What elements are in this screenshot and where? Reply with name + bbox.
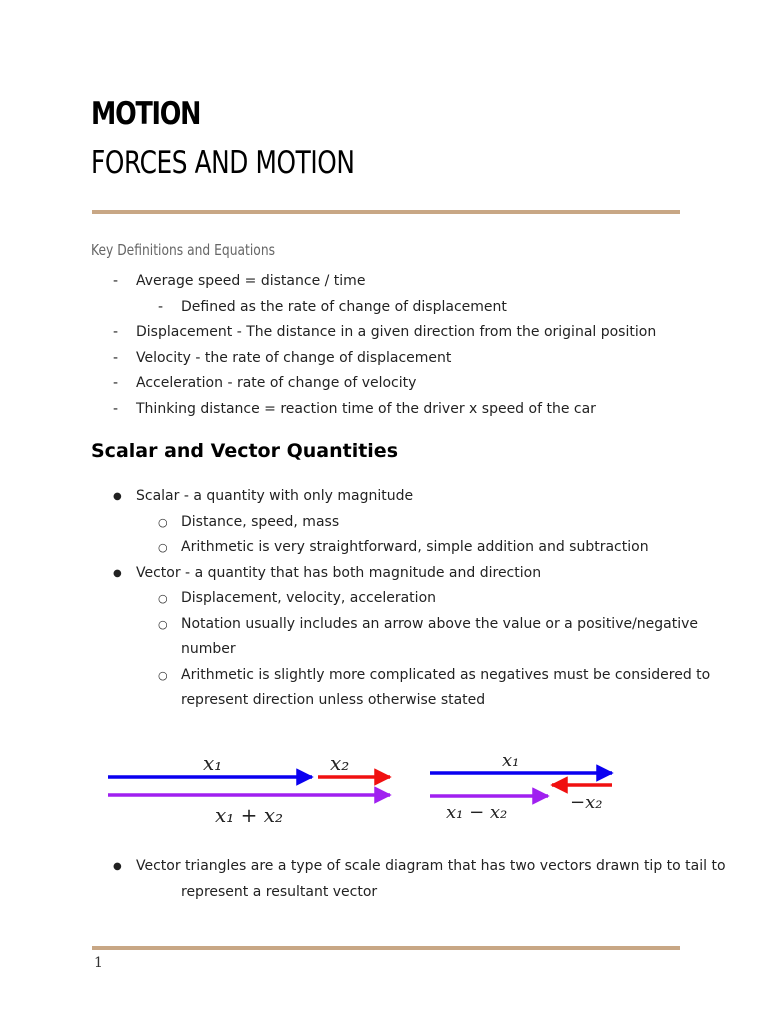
label-x1-2: x₁ (502, 750, 520, 771)
section-heading-definitions: Key Definitions and Equations (91, 241, 276, 259)
list-item: Arithmetic is slightly more complicated as negatives must be considered to (181, 666, 711, 683)
label-neg-x2: −x₂ (570, 792, 603, 813)
label-x1: x₁ (203, 751, 223, 775)
footer-divider (92, 946, 680, 950)
list-marker: ● (113, 861, 122, 872)
list-marker: ● (113, 491, 122, 502)
label-x2: x₂ (330, 751, 350, 775)
list-item: Average speed = distance / time (136, 273, 366, 289)
label-sum: x₁ + x₂ (215, 803, 284, 827)
list-item: Vector - a quantity that has both magnitude and direction (136, 564, 542, 581)
label-diff: x₁ − x₂ (446, 802, 508, 823)
document-subtitle: FORCES AND MOTION (91, 145, 355, 181)
list-item: Displacement, velocity, acceleration (181, 590, 437, 606)
list-item: Distance, speed, mass (181, 513, 340, 530)
list-marker: - (158, 298, 164, 315)
document-title: MOTION (91, 96, 201, 132)
header-divider (92, 210, 680, 214)
list-marker: ○ (158, 541, 168, 554)
vector-addition-diagram (100, 740, 630, 835)
list-marker: ○ (158, 592, 168, 605)
list-item: number (181, 641, 236, 657)
list-item: Velocity - the rate of change of displacement (136, 349, 452, 366)
list-marker: - (113, 400, 119, 417)
list-marker: ○ (158, 617, 168, 631)
list-item: Displacement - The distance in a given direction from the original position (136, 324, 657, 340)
list-marker: ● (113, 567, 122, 579)
list-marker: ○ (158, 668, 168, 682)
list-item: Arithmetic is very straightforward, simple addition and subtraction (181, 539, 649, 555)
list-item: Thinking distance = reaction time of the driver x speed of the car (136, 400, 596, 417)
list-item: Acceleration - rate of change of velocity (136, 375, 417, 391)
page-number: 1 (94, 955, 103, 971)
list-marker: - (113, 324, 119, 340)
list-marker: - (113, 349, 119, 366)
list-marker: - (113, 273, 119, 289)
list-item: Vector triangles are a type of scale diagram that has two vectors drawn tip to tail to (136, 858, 726, 874)
list-item: Defined as the rate of change of displacement (181, 298, 507, 315)
section-heading-scalar-vector: Scalar and Vector Quantities (91, 440, 398, 462)
list-item: Notation usually includes an arrow above the value or a positive/negative (181, 615, 699, 632)
list-item: represent direction unless otherwise stated (181, 692, 486, 708)
list-item: Scalar - a quantity with only magnitude (136, 488, 414, 504)
list-marker: ○ (158, 515, 168, 529)
list-marker: - (113, 375, 119, 391)
list-item: represent a resultant vector (181, 884, 378, 900)
